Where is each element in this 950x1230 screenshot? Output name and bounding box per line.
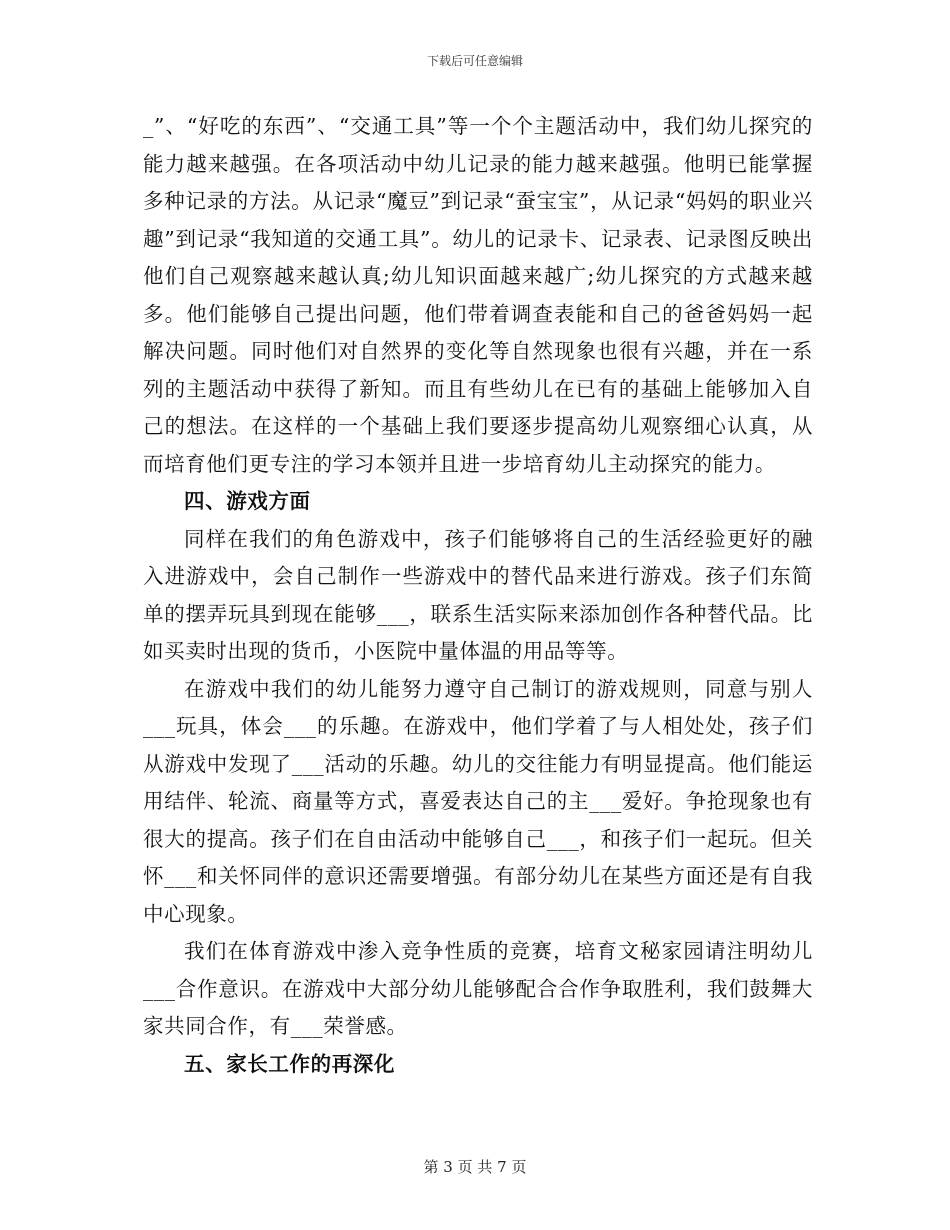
paragraph-exploration: _”、“好吃的东西”、“交通工具”等一个个主题活动中，我们幼儿探究的能力越来越强。在各项活动中幼儿记录的能力越来越强。他明已能掌握多种记录的方法。从记录“魔豆”到记录“蚕宝宝”，从记录“妈妈的职业兴趣”到记录“我知道的交通工具”。幼儿的记录卡、记录表、记录图反映出他们自己观察越来越认真;幼儿知识面越来越广;幼儿探究的方式越来越多。他们能够自己提出问题，他们带着调查表能和自己的爸爸妈妈一起解决问题。同时他们对自然界的变化等自然现象也很有兴趣，并在一系列的主题活动中获得了新知。而且有些幼儿在已有的基础上能够加入自己的想法。在这样的一个基础上我们要逐步提高幼儿观察细心认真，从而培育他们更专注的学习本领并且进一步培育幼儿主动探究的能力。 [143,114,813,476]
section-heading-parents: 五、家长工作的再深化 [184,1051,395,1076]
section-heading-games: 四、游戏方面 [184,489,311,513]
page-number: 第 3 页 共 7 页 [423,1158,527,1176]
paragraph-sports-games: 我们在体育游戏中渗入竞争性质的竞赛，培育文秘家园请注明幼儿___合作意识。在游戏中大部分幼儿能够配合合作争取胜利，我们鼓舞大家共同合作，有___荣誉感。 [143,939,813,1038]
paragraph-role-play: 同样在我们的角色游戏中，孩子们能够将自己的生活经验更好的融入进游戏中，会自己制作一些游戏中的替代品来进行游戏。孩子们东简单的摆弄玩具到现在能够___，联系生活实际来添加创作各种替代品。比如买卖时出现的货币，小医院中量体温的用品等等。 [143,526,813,663]
document-body [143,108,813,1083]
paragraph-game-rules: 在游戏中我们的幼儿能努力遵守自己制订的游戏规则，同意与别人___玩具，体会___的乐趣。在游戏中，他们学着了与人相处处，孩子们从游戏中发现了___活动的乐趣。幼儿的交往能力有明显提高。他们能运用结伴、轮流、商量等方式，喜爱表达自己的主___爱好。争抢现象也有很大的提高。孩子们在自由活动中能够自己___，和孩子们一起玩。但关怀___和关怀同伴的意识还需要增强。有部分幼儿在某些方面还是有自我中心现象。 [143,676,813,926]
page-header: 下载后可任意编辑 [426,54,523,68]
